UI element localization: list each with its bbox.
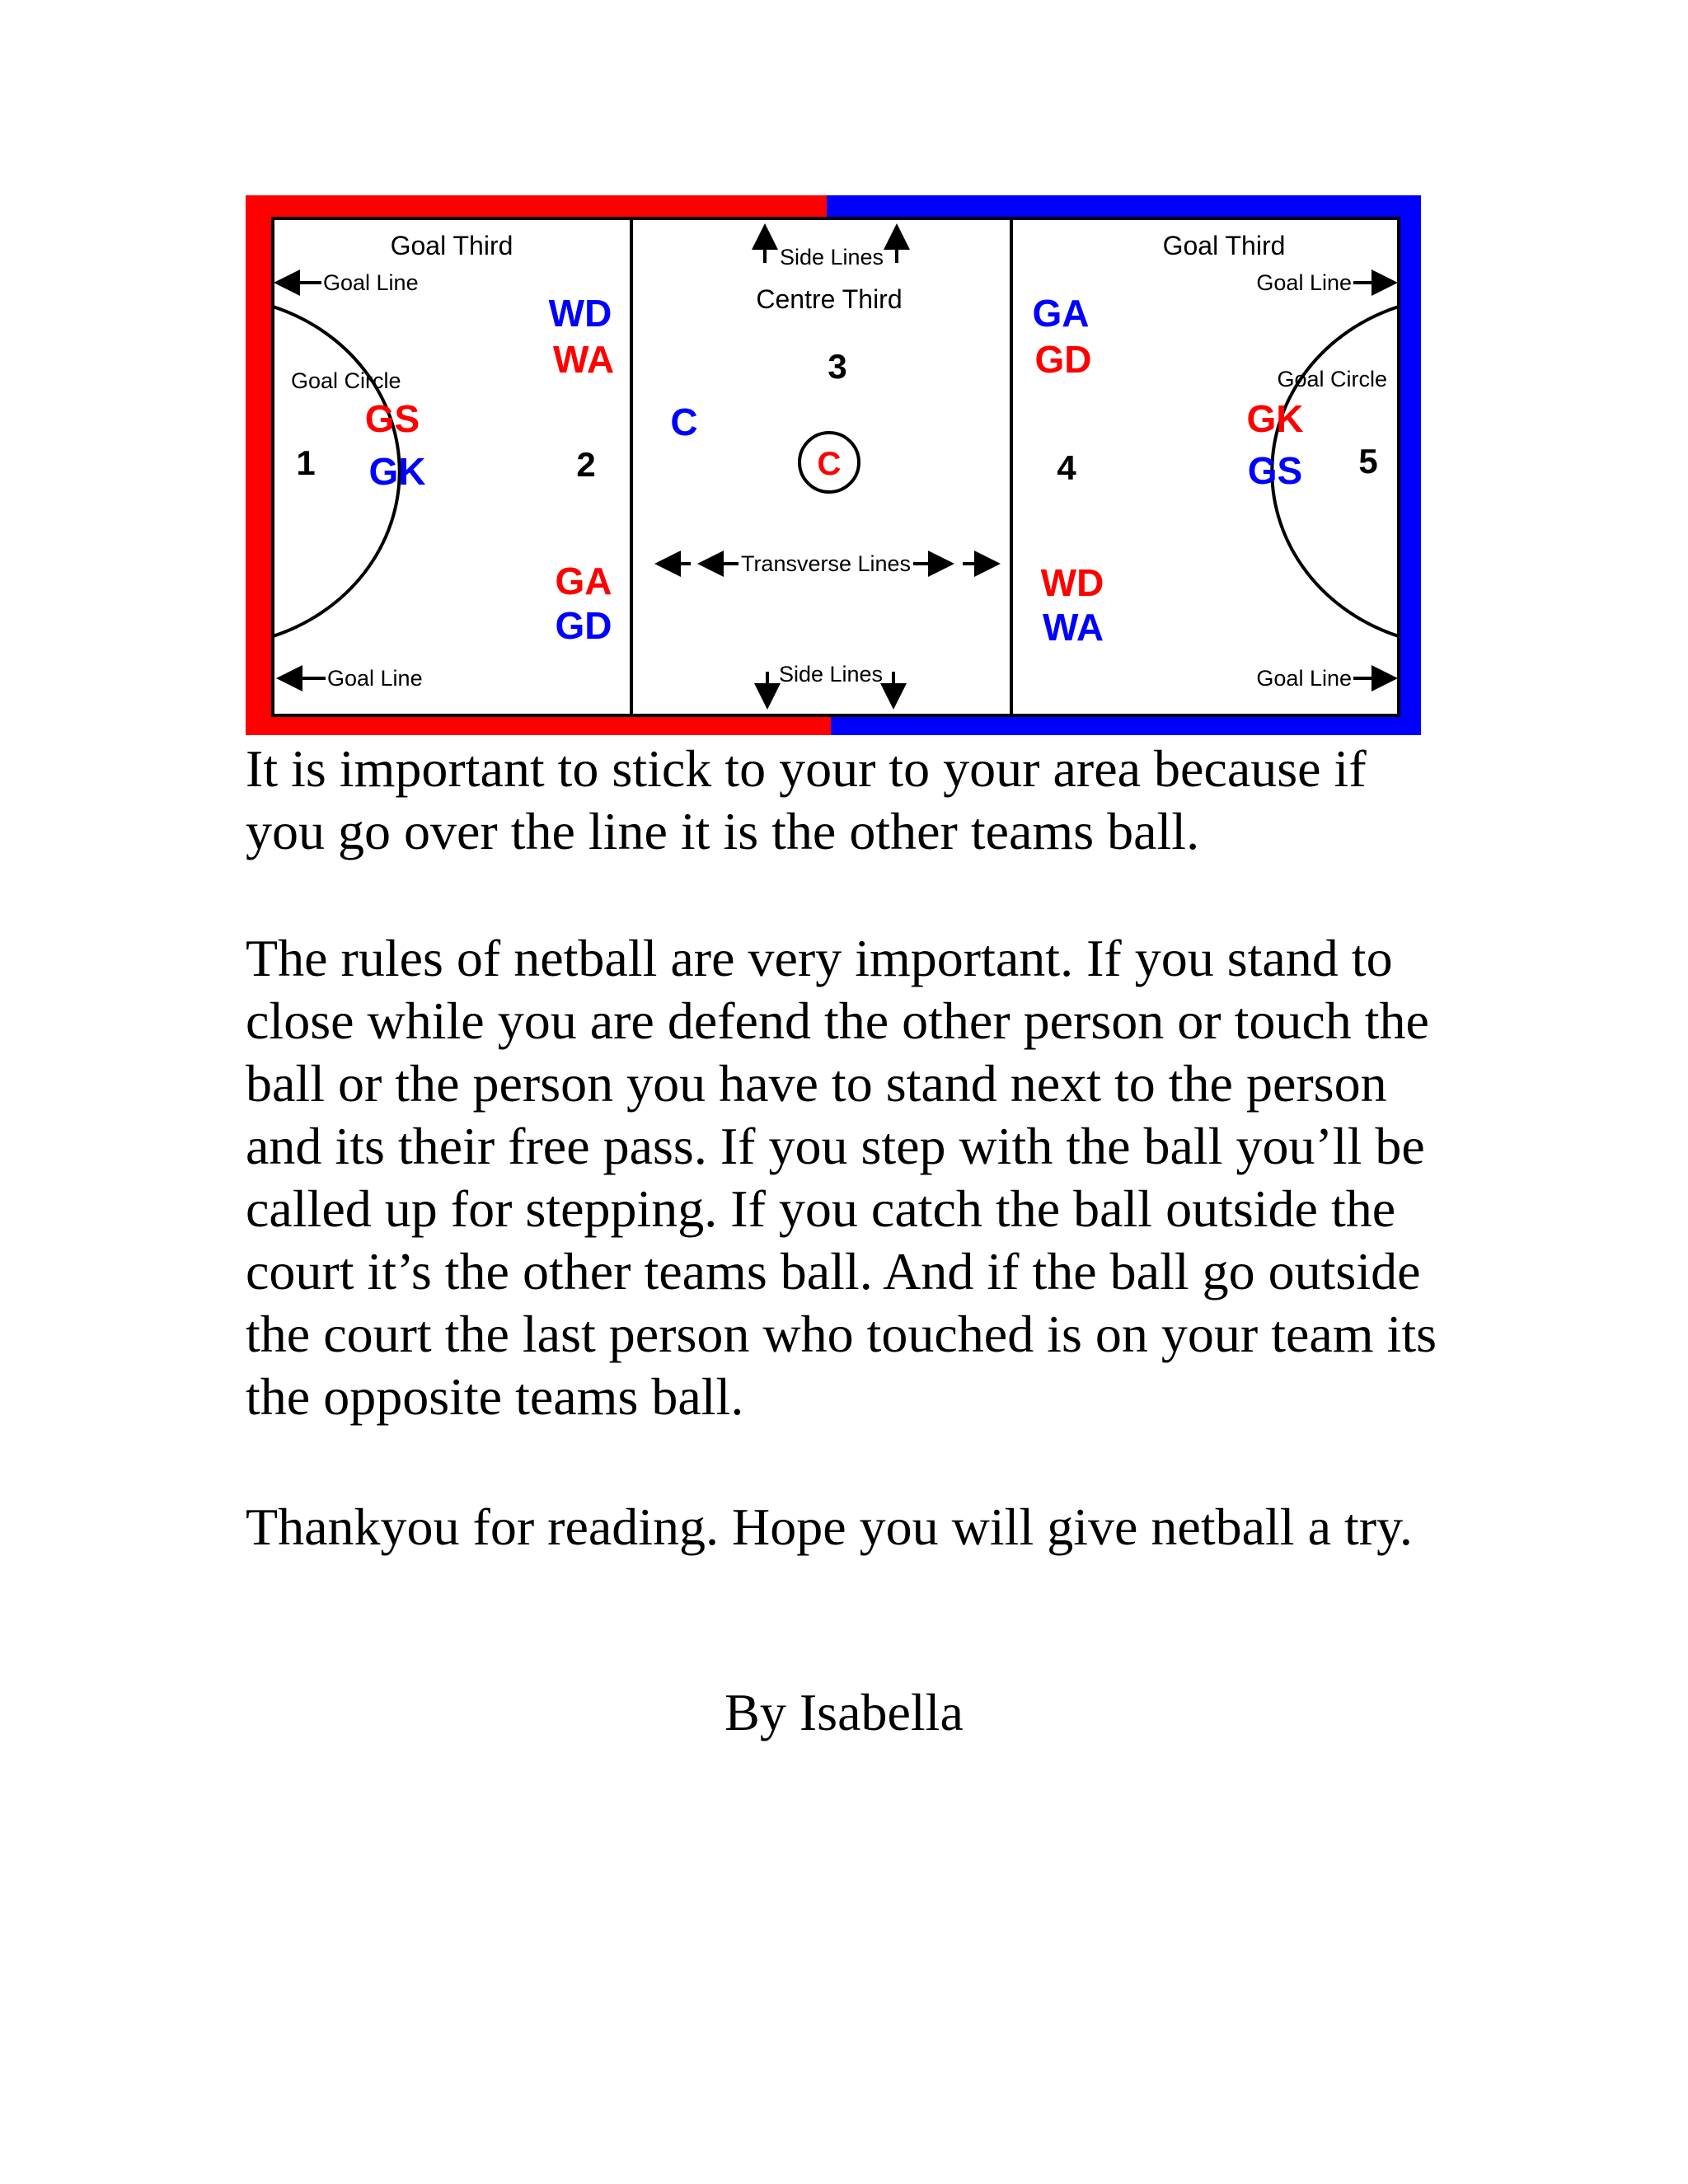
goal-line-label-br: Goal Line	[1256, 666, 1352, 691]
paragraph-rules: The rules of netball are very important. If you stand to close while you are defend the other person or touch the ball or the person you have to stand next to the person and its their free pass. If you step with the ball you’ll be called up for stepping. If you catch the ball outside the court it’s the other teams ball. And if the ball go outside the court the last person who touched is on your team its the opposite teams ball.	[246, 929, 1437, 1426]
position-gk-left: GK	[368, 450, 426, 493]
goal-circle-left-label: Goal Circle	[291, 368, 401, 393]
paragraph-thank-you: Thankyou for reading. Hope you will give netball a try.	[246, 1497, 1413, 1556]
byline: By Isabella	[724, 1683, 964, 1741]
position-gs-left: GS	[364, 397, 420, 440]
zone-4-number: 4	[1057, 448, 1076, 487]
transverse-lines-label: Transverse Lines	[740, 551, 912, 576]
goal-line-label-tr: Goal Line	[1256, 270, 1352, 295]
position-c-red: C	[817, 446, 842, 482]
zone-5-number: 5	[1358, 442, 1378, 480]
zone-2-number: 2	[576, 445, 596, 484]
zone-1-number: 1	[296, 443, 316, 482]
goal-line-label-tl: Goal Line	[323, 270, 419, 295]
position-gk-right: GK	[1246, 397, 1304, 440]
position-wd-right: WD	[1040, 561, 1104, 604]
goal-line-label-bl: Goal Line	[327, 666, 423, 691]
position-gs-right: GS	[1247, 449, 1303, 492]
position-ga-left: GA	[555, 560, 612, 602]
position-wa-left: WA	[552, 338, 615, 381]
position-c-blue: C	[670, 401, 698, 443]
goal-circle-right-label: Goal Circle	[1277, 367, 1387, 391]
netball-court-diagram	[246, 195, 1421, 735]
paragraph-stick-to-area: It is important to stick to your to your area because if you go over the line it is the other teams ball.	[246, 739, 1367, 860]
border-red-bottom	[246, 715, 831, 735]
position-wa-right: WA	[1042, 606, 1104, 649]
goal-third-left-label: Goal Third	[390, 231, 513, 260]
position-gd-right: GD	[1034, 338, 1092, 381]
side-lines-top-label: Side Lines	[779, 245, 884, 269]
position-gd-left: GD	[555, 604, 612, 647]
goal-third-right-label: Goal Third	[1162, 231, 1286, 260]
position-wd-left: WD	[548, 292, 612, 335]
side-lines-bottom-label: Side Lines	[778, 662, 884, 687]
position-ga-right: GA	[1032, 292, 1090, 335]
zone-3-number: 3	[828, 347, 847, 386]
centre-third-label: Centre Third	[756, 284, 903, 314]
